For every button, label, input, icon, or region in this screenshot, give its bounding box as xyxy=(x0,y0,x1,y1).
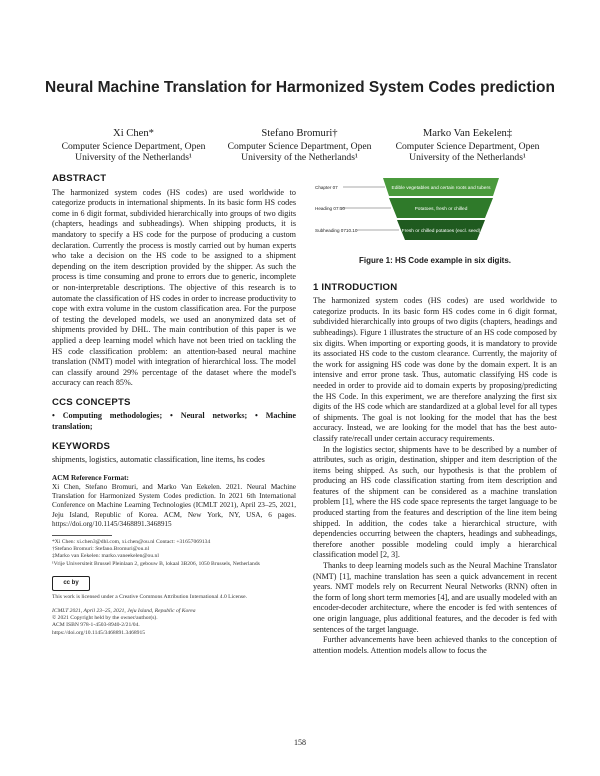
keywords-text: shipments, logistics, automatic classification, line items, hs codes xyxy=(52,455,265,465)
author-affiliation: Computer Science Department, Open University of the Netherlands¹ xyxy=(395,140,540,163)
intro-paragraph: The harmonized system codes (HS codes) are used worldwide to categorize products. In its basic form HS codes come in 6 digit format, subdivided hierarchically into groups of two digits (chapters, headings and subheadings). Figure 1 illustrates the structure of an HS code composed by six digits. When importing or exporting goods, it is mandatory to provide its associated HS code to the custom clearance. Currently, the majority of the work for assigning HS code was done by the domain expert. It is an intensive and error prone task. Thus, automatic classifying HS code is needed in order to provide aid to domain experts by proposing/predicting the HS Code. In this experiment, we are therefore analyzing the first six digits of the HS code which are standardized at a global level for all types of shipments. The goal is not looking for the model that has the best accuracy. Instead, we are looking for the model that has the best auto-classify rate/recall under certain accuracy requirements. xyxy=(313,296,557,443)
page-number: 158 xyxy=(294,738,306,747)
footnote-rule xyxy=(52,535,112,536)
copyright-block xyxy=(52,608,296,637)
figure-caption: Figure 1: HS Code example in six digits. xyxy=(358,256,512,265)
isbn-line: ACM ISBN 978-1-4503-8940-2/21/04. xyxy=(52,622,140,629)
paper-title: Neural Machine Translation for Harmonized System Codes prediction xyxy=(45,79,555,96)
level-label: Subheading 0710.10 xyxy=(315,228,358,233)
abstract-heading: ABSTRACT xyxy=(52,173,107,184)
doi-link[interactable]: https://doi.org/10.1145/3468891.3468915 xyxy=(52,629,146,636)
author-affiliation: Computer Science Department, Open University of the Netherlands¹ xyxy=(61,140,206,163)
author-affiliation: Computer Science Department, Open University of the Netherlands¹ xyxy=(227,140,372,163)
license-text: This work is licensed under a Creative Commons Attribution International 4.0 License. xyxy=(52,593,247,600)
author-block xyxy=(46,128,221,164)
author-name: Xi Chen* xyxy=(113,128,154,139)
level-label: Heading 07.10 xyxy=(315,206,345,211)
acm-reference-heading: ACM Reference Format: xyxy=(52,473,129,482)
intro-paragraph: Thanks to deep learning models such as the Neural Machine Translator (NMT) [1], machine translation has seen a quick advancement in recent years. NMT models rely on Recurrent Neural Networks (RNN) often in the form of long short term memories [4], and are usually modeled with an encoder-decoder architecture, where the encoder is fed with sentences of one origin language, plus additional features, and the decoder is fed with sentences of the target language. xyxy=(313,561,557,634)
copyright-line: © 2021 Copyright held by the owner/author(s). xyxy=(52,615,158,622)
author-block xyxy=(380,128,555,164)
footnote: †Stefano Bromuri: Stefano.Bromuri@ou.nl xyxy=(52,546,150,553)
right-column xyxy=(313,174,557,656)
creative-commons-badge: cc by xyxy=(52,576,90,591)
footnote: ¹Vrije Universiteit Brussel Pleinlaan 2, gebouw B, lokaal 3B206, 1050 Brussels, Netherlands xyxy=(52,560,260,567)
conference-line: ICMLT 2021, April 23–25, 2021, Jeju Island, Republic of Korea xyxy=(52,608,196,615)
acm-reference-text: Xi Chen, Stefano Bromuri, and Marko Van Eekelen. 2021. Neural Machine Translation for Harmonized System Codes prediction. In 2021 6th International Conference on Machine Learning Technologies (ICMLT 2021), April 23–25, 2021, Jeju Island, Republic of Korea. ACM, New York, NY, USA, 6 pages. https://doi.org/10.1145/3468891.3468915 xyxy=(52,483,296,528)
author-block xyxy=(212,128,387,164)
author-name: Marko Van Eekelen‡ xyxy=(422,128,513,139)
footnote: ‡Marko van Eekelen: marko.vaneekelen@ou.nl xyxy=(52,553,159,560)
level-text: Potatoes, fresh or chilled xyxy=(414,207,468,212)
left-column xyxy=(52,174,296,637)
introduction-heading: 1 INTRODUCTION xyxy=(313,281,398,293)
author-name: Stefano Bromuri† xyxy=(261,128,338,139)
intro-paragraph: Further advancements have been achieved thanks to the conception of attention models. Attention models allow to focus the xyxy=(313,635,557,655)
level-label: Chapter 07 xyxy=(315,185,338,190)
footnote: *Xi Chen: xi.chen3@dhl.com, xi.chen@ou.nl Contact: +31657069134 xyxy=(52,539,211,546)
level-text: Fresh or chilled potatoes (excl. seed) xyxy=(401,229,481,234)
abstract-text: The harmonized system codes (HS codes) are used worldwide to categorize products in international shipments. In its basic form HS codes come in 6 digit format, subdivided hierarchically into groups of two digits (chapters, headings and subheadings). When shipping products, it is mandatory to specify a HS code for the purpose of producing a custom declaration. Currently the process is mostly carried out by human experts who take a decision on the HS code to be assigned to a shipment depending on the item description provided by the shipper. As such the process is time consuming and prone to errors due to generic, incomplete or non-interpretable descriptions. The objective of this research is to automate the classification of HS codes in order to increase productivity to cope with extra volume in the custom classification area. For the purpose of testing the developed models, we used an anonymized data set of shipments provided by DHL. The main contribution of this paper is we applied a deep learning model which have not been tried on tackling the HS code classification problem: an attention-based neural machine translation (NMT) model with integration of hierarchical loss. The model can classify around 29% percentage of the dataset where the model's accuracy can reach 85%. xyxy=(52,187,296,388)
hs-code-pyramid xyxy=(313,174,557,252)
intro-paragraph: In the logistics sector, shipments have to be described by a number of attributes, such as origin, destination, shipper and item description of the items being shipped. As such, our hypothesis is that the problem of producing an HS code classification starting from item description and features of the shipment can be considered as a machine translation problem [1], where the HS code space represents the target language to be produced starting from the features and description of the line item being shipped. In addition, the codes take a hierarchical structure, with dependencies occurring between the chapters, headings and subheadings, therefore another possible modeling could imply a hierarchical classification model [2, 3]. xyxy=(313,444,557,560)
keywords-heading: KEYWORDS xyxy=(52,440,111,452)
level-text: Edible vegetables and certain roots and tubers xyxy=(391,186,491,191)
ccs-text: • Computing methodologies; • Neural networks; • Machine translation; xyxy=(52,411,296,432)
license-block xyxy=(52,576,296,601)
ccs-heading: CCS CONCEPTS xyxy=(52,396,131,408)
hs-code-figure xyxy=(313,174,557,252)
